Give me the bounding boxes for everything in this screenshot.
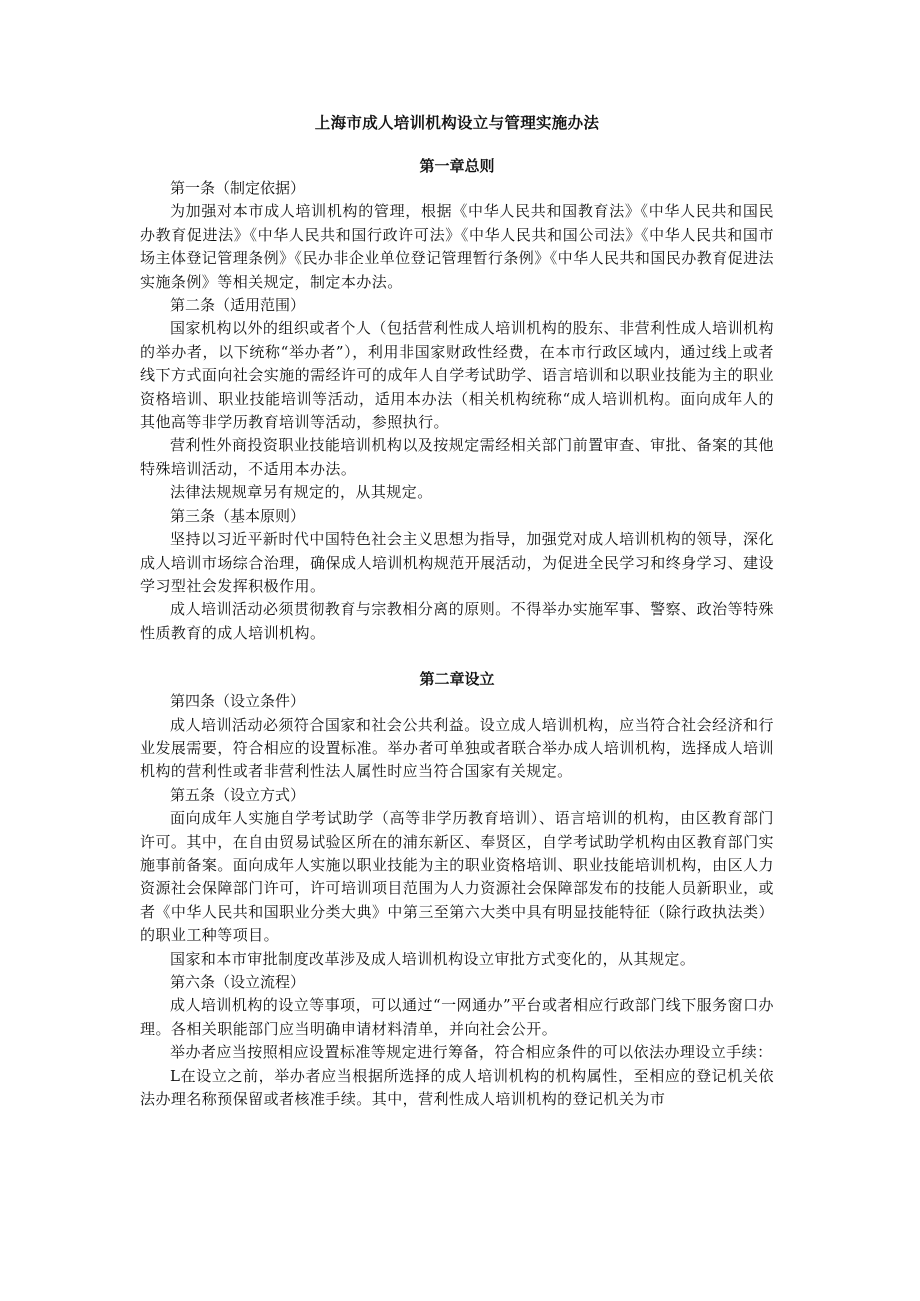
chapter-heading: 第二章设立: [419, 670, 495, 689]
paragraph: 国家机构以外的组织或者个人（包括营利性成人培训机构的股东、非营利性成人培训机构的举办者，以下统称“举办者”），利用非国家财政性经费，在本市行政区域内，通过线上或者线下方式面向社会实施的需经许可的成年人自学考试助学、语言培训和以职业技能为主的职业资格培训、职业技能培训等活动，适用本办法（相关机构统称“成人培训机构。面向成年人的其他高等非学历教育培训等活动，参照执行。: [140, 319, 774, 432]
article-heading: 第四条（设立条件）: [170, 692, 306, 711]
paragraph: 成人培训机构的设立等事项，可以通过“一网通办”平台或者相应行政部门线下服务窗口办理。各相关职能部门应当明确申请材料清单，并向社会公开。: [140, 996, 774, 1038]
article-heading: 第一条（制定依据）: [170, 179, 306, 197]
paragraph: 国家和本市审批制度改革涉及成人培训机构设立审批方式变化的，从其规定。: [170, 949, 696, 968]
article-heading: 第三条（基本原则）: [170, 506, 306, 525]
paragraph: 面向成年人实施自学考试助学（高等非学历教育培训）、语言培训的机构，由区教育部门许可。其中，在自由贸易试验区所在的浦东新区、奉贤区，自学考试助学机构由区教育部门实施事前备案。面向成年人实施以职业技能为主的职业资格培训、职业技能培训机构，由区人力资源社会保障部门许可，许可培训项目范围为人力资源社会保障部发布的技能人员新职业，或者《中华人民共和国职业分类大典》中第三至第六大类中具有明显技能特征（除行政执法类）的职业工种等项目。: [140, 809, 774, 945]
document-title: 上海市成人培训机构设立与管理实施办法: [314, 113, 600, 132]
paragraph: 营利性外商投资职业技能培训机构以及按规定需经相关部门前置审查、审批、备案的其他特殊培训活动，不适用本办法。: [140, 436, 774, 478]
paragraph: 坚持以习近平新时代中国特色社会主义思想为指导，加强党对成人培训机构的领导，深化成人培训市场综合治理，确保成人培训机构规范开展活动，为促进全民学习和终身学习、建设学习型社会发挥积极作用。: [140, 530, 774, 595]
paragraph: 成人培训活动必须符合国家和社会公共利益。设立成人培训机构，应当符合社会经济和行业发展需要，符合相应的设置标准。举办者可单独或者联合举办成人培训机构，选择成人培训机构的营利性或者非营利性法人属性时应当符合国家有关规定。: [140, 715, 774, 781]
document-page: [140, 112, 774, 1111]
chapter-heading: 第一章总则: [419, 157, 495, 175]
paragraph: 法律法规规章另有规定的，从其规定。: [170, 483, 433, 502]
article-heading: 第五条（设立方式）: [170, 785, 306, 804]
paragraph: 为加强对本市成人培训机构的管理，根据《中华人民共和国教育法》《中华人民共和国民办教育促进法》《中华人民共和国行政许可法》《中华人民共和国公司法》《中华人民共和国市场主体登记管理条例》《民办非企业单位登记管理暂行条例》《中华人民共和国民办教育促进法实施条例》等相关规定，制定本办法。: [140, 202, 774, 291]
article-heading: 第六条（设立流程）: [170, 973, 306, 991]
paragraph: L在设立之前，举办者应当根据所选择的成人培训机构的机构属性，至相应的登记机关依法办理名称预保留或者核准手续。其中，营利性成人培训机构的登记机关为市: [140, 1066, 774, 1109]
paragraph: 举办者应当按照相应设置标准等规定进行筹备，符合相应条件的可以依法办理设立手续：: [170, 1043, 773, 1062]
paragraph: 成人培训活动必须贯彻教育与宗教相分离的原则。不得举办实施军事、警察、政治等特殊性质教育的成人培训机构。: [140, 600, 774, 642]
article-heading: 第二条（适用范围）: [170, 296, 306, 315]
